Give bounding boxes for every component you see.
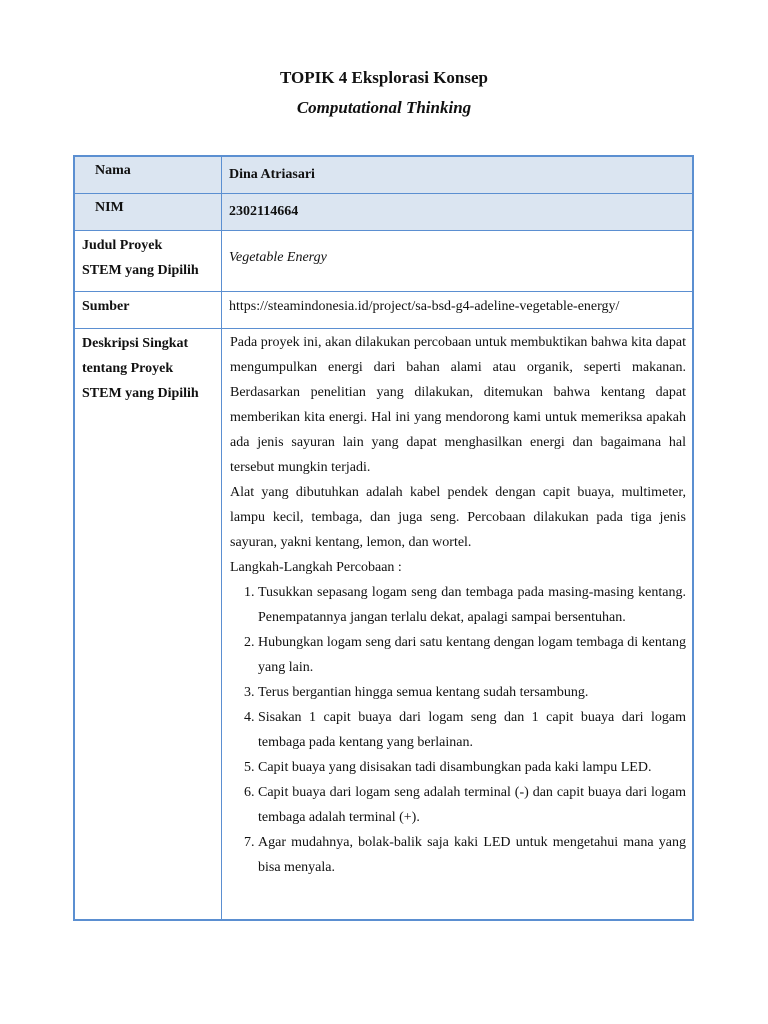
step-item: 4. Sisakan 1 capit buaya dari logam seng dan 1 capit buaya dari logam tembaga pada kentang yang berlainan. [258,705,686,755]
step-item: 6. Capit buaya dari logam seng adalah terminal (-) dan capit buaya dari logam tembaga adalah terminal (+). [258,780,686,830]
step-item: 1. Tusukkan sepasang logam seng dan tembaga pada masing-masing kentang. Penempatannya jangan terlalu dekat, apalagi sampai bersentuhan. [258,580,686,630]
deskripsi-label-line2: tentang Proyek [82,361,174,376]
deskripsi-label-line1: Deskripsi Singkat [82,336,189,351]
nim-value: 2302114664 [229,204,299,219]
page-subtitle: Computational Thinking [296,98,472,117]
deskripsi-label-line3: STEM yang Dipilih [82,386,199,401]
judul-label-line2: STEM yang Dipilih [82,263,199,278]
step-item: 5. Capit buaya yang disisakan tadi disambungkan pada kaki lampu LED. [258,755,686,780]
judul-value: Vegetable Energy [229,250,327,265]
nama-label: Nama [95,163,131,178]
table-row-sumber [74,292,693,329]
deskripsi-label [75,329,221,412]
judul-label-line1: Judul Proyek [82,238,163,253]
value-cell-nim [222,194,694,231]
value-cell-sumber [222,292,694,329]
judul-label [75,231,221,289]
step-item: 3. Terus bergantian hingga semua kentang sudah tersambung. [258,680,686,705]
deskripsi-paragraph-1: Pada proyek ini, akan dilakukan percobaan untuk membuktikan bahwa kita dapat mengumpulkan energi dari bahan alami atau organik, seperti makanan. Berdasarkan penelitian yang dilakukan, ditemukan bahwa kentang dapat memberikan kita energi. Hal ini yang mendorong kami untuk memeriksa apakah ada jenis sayuran lain yang dapat menghasilkan energi dan bagaimana hal tersebut mungkin terjadi. [230,335,686,475]
project-info-table [73,155,694,921]
label-cell-sumber [74,292,222,329]
value-cell-judul [222,231,694,292]
table-row-judul [74,231,693,292]
sumber-link[interactable]: https://steamindonesia.id/project/sa-bsd-g4-adeline-vegetable-energy/ [229,299,620,314]
step-item: 2. Hubungkan logam seng dari satu kentang dengan logam tembaga di kentang yang lain. [258,630,686,680]
value-cell-nama [222,156,694,194]
deskripsi-content [222,329,692,884]
label-cell-nim [74,194,222,231]
table-row-nim [74,194,693,231]
nim-label: NIM [95,200,124,215]
steps-list [230,580,686,880]
table-row-nama [74,156,693,194]
label-cell-deskripsi [74,329,222,921]
label-cell-nama [74,156,222,194]
steps-heading: Langkah-Langkah Percobaan : [230,560,402,575]
value-cell-deskripsi [222,329,694,921]
label-cell-judul [74,231,222,292]
step-item: 7. Agar mudahnya, bolak-balik saja kaki LED untuk mengetahui mana yang bisa menyala. [258,830,686,880]
table-row-deskripsi [74,329,693,921]
deskripsi-paragraph-2: Alat yang dibutuhkan adalah kabel pendek dengan capit buaya, multimeter, lampu kecil, tembaga, dan juga seng. Percobaan dilakukan pada tiga jenis sayuran, yakni kentang, lemon, dan wortel. [230,485,686,550]
nama-value: Dina Atriasari [229,167,315,182]
page-title: TOPIK 4 Eksplorasi Konsep [280,68,488,87]
sumber-label: Sumber [82,299,130,314]
